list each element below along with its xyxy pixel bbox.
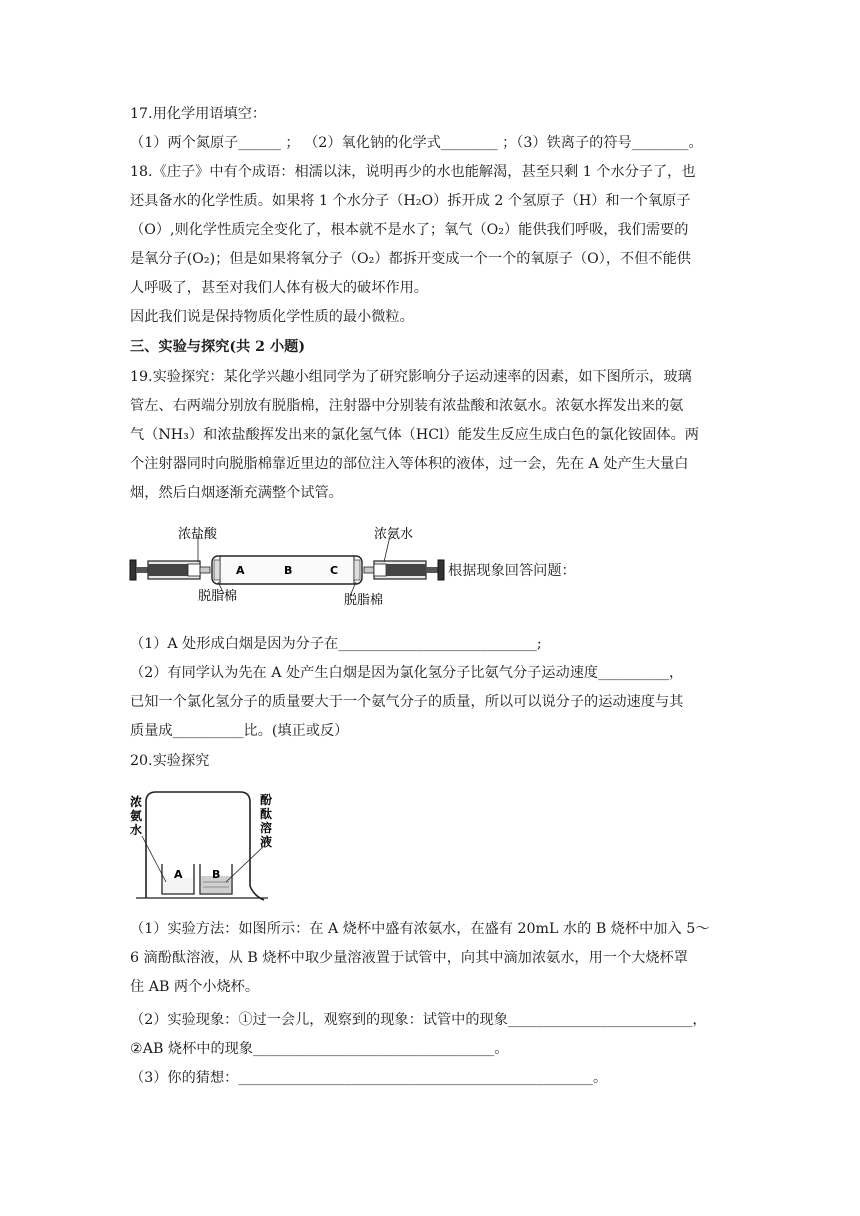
- q19-part2-line2: 已知一个氯化氢分子的质量要大于一个氨气分子的质量，所以可以说分子的运动速度与其: [130, 694, 684, 710]
- label-phenol-3: 溶: [260, 821, 273, 835]
- q19-line3: 气（NH₃）和浓盐酸挥发出来的氯化氢气体（HCl）能发生反应生成白色的氯化铵固体。两: [130, 427, 699, 443]
- label-phenol-4: 液: [260, 835, 273, 849]
- label-conc-ammonia-1: 浓: [130, 795, 143, 809]
- q19-figure-tail: 根据现象回答问题：: [448, 563, 576, 579]
- label-nh3: 浓氨水: [374, 527, 414, 542]
- label-beaker-a: A: [174, 868, 183, 881]
- q20-method-line1: （1）实验方法：如图所示：在 A 烧杯中盛有浓氨水，在盛有 20mL 水的 B 烧杯中加入 5～: [130, 921, 710, 937]
- beaker-drawing: [128, 786, 288, 904]
- q20-method-line3: 住 AB 两个小烧杯。: [130, 979, 260, 995]
- label-conc-ammonia-3: 水: [130, 823, 143, 837]
- q18-line4: 是氧分子(O₂)；但是如果将氧分子（O₂）都拆开变成一个一个的氧原子（O），不但不能供: [130, 251, 691, 267]
- q19-part2-line1: （2）有同学认为先在 A 处产生白烟是因为氯化氢分子比氨气分子运动速度__________，: [130, 665, 684, 681]
- label-phenol-2: 酞: [260, 807, 273, 821]
- label-cotton-left: 脱脂棉: [198, 589, 238, 604]
- q18-line1: 18.《庄子》中有个成语：相濡以沫，说明再少的水也能解渴，甚至只剩 1 个水分子了，也: [130, 164, 696, 180]
- q19-part2-line3: 质量成__________比。(填正或反）: [130, 723, 349, 739]
- label-conc-ammonia-2: 氨: [130, 809, 143, 823]
- q19-line1: 19.实验探究：某化学兴趣小组同学为了研究影响分子运动速率的因素，如下图所示，玻璃: [130, 369, 692, 385]
- q20-observation-line1: （2）实验现象：①过一会儿，观察到的现象：试管中的现象__________________________，: [130, 1012, 707, 1028]
- label-c: C: [330, 564, 339, 577]
- q20-title: 20.实验探究: [130, 753, 210, 769]
- label-cotton-right: 脱脂棉: [344, 593, 384, 608]
- q20-method-line2: 6 滴酚酞溶液，从 B 烧杯中取少量溶液置于试管中，向其中滴加浓氨水，用一个大烧杯罩: [130, 950, 688, 966]
- q19-line2: 管左、右两端分别放有脱脂棉，注射器中分别装有浓盐酸和浓氨水。浓氨水挥发出来的氨: [130, 398, 684, 414]
- label-beaker-b: B: [212, 868, 221, 881]
- label-a: A: [236, 564, 245, 577]
- q20-guess: （3）你的猜想：__________________________________________________。: [130, 1070, 608, 1086]
- label-phenol-1: 酚: [260, 793, 273, 807]
- label-b: B: [284, 564, 293, 577]
- q17-title: 17.用化学用语填空：: [130, 106, 267, 122]
- q19-line5: 烟，然后白烟逐渐充满整个试管。: [130, 485, 343, 501]
- label-hcl: 浓盐酸: [178, 527, 218, 542]
- q17-line1: （1）两个氮原子______ ； （2）氧化钠的化学式________ ；（3）铁离子的符号________。: [130, 135, 703, 151]
- q20-observation-line2: ②AB 烧杯中的现象__________________________________。: [130, 1041, 509, 1057]
- tube-apparatus-figure: [128, 524, 448, 608]
- q18-line2: 还具备水的化学性质。如果将 1 个水分子（H₂O）拆开成 2 个氢原子（H）和一个氧原子: [130, 193, 691, 209]
- q18-line5: 人呼吸了，甚至对我们人体有极大的破坏作用。: [130, 280, 428, 296]
- q19-part1: （1）A 处形成白烟是因为分子在____________________________;: [130, 636, 542, 652]
- q18-line6: 因此我们说是保持物质化学性质的最小微粒。: [130, 309, 414, 325]
- tube-apparatus-drawing: [128, 524, 448, 608]
- q19-line4: 个注射器同时向脱脂棉靠近里边的部位注入等体积的液体，过一会，先在 A 处产生大量白: [130, 456, 689, 472]
- q18-line3: （O）,则化学性质完全变化了，根本就不是水了；氧气（O₂）能供我们呼吸，我们需要的: [130, 222, 689, 238]
- section-3-title: 三、实验与探究(共 2 小题): [130, 339, 306, 355]
- beaker-experiment-figure: [128, 786, 288, 904]
